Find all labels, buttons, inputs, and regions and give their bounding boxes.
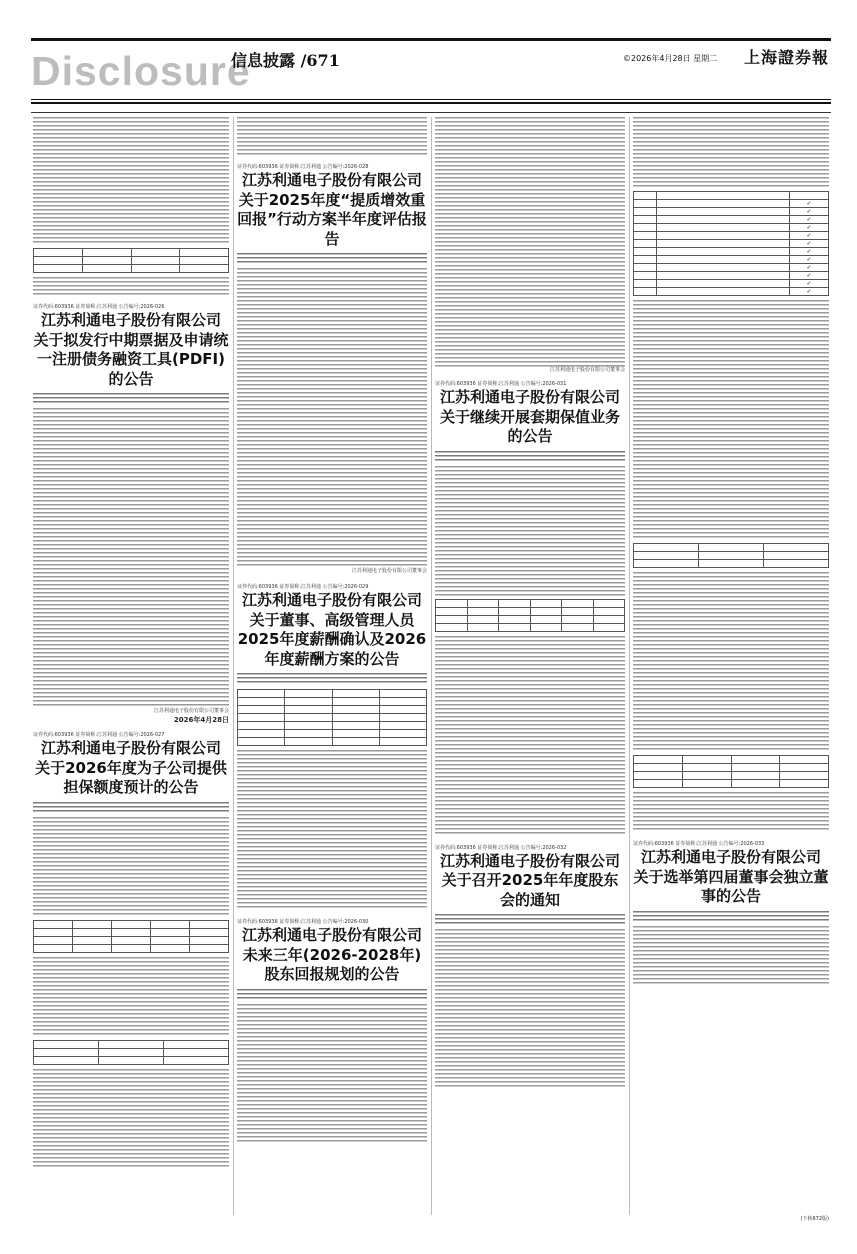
stock-code-line: 证券代码:603936 证券简称:江苏利通 公告编号:2026-026: [33, 304, 165, 310]
announcement: [237, 918, 427, 1144]
masthead-rule: [31, 99, 831, 100]
announcement-title: 关于2026年度为子公司提供担保额度预计的公告: [35, 758, 227, 796]
company-name: 江苏利通电子股份有限公司: [241, 171, 422, 189]
check-mark-icon: ✓: [789, 232, 828, 240]
stock-code-line: 证券代码:603936 证券简称:江苏利通 公告编号:2026-033: [633, 841, 765, 847]
data-table: [33, 920, 229, 953]
body-text: [633, 572, 829, 752]
issue-date: ©2026年4月28日 星期二: [623, 54, 718, 63]
company-name: 江苏利通电子股份有限公司: [439, 388, 620, 406]
announcement-title: 关于董事、高级管理人员2025年度薪酬确认及2026年度薪酬方案的公告: [237, 610, 427, 668]
body-text: [33, 817, 229, 917]
body-text: [633, 926, 829, 986]
announcement-title: 关于选举第四届董事会独立董事的公告: [633, 867, 829, 905]
body-text: [33, 957, 229, 1037]
announcement: [33, 303, 229, 725]
check-mark-icon: ✓: [789, 200, 828, 208]
check-mark-icon: ✓: [789, 216, 828, 224]
notice-statement: [237, 673, 427, 685]
check-mark-icon: ✓: [789, 208, 828, 216]
body-text: [237, 268, 427, 568]
body-text: [237, 1004, 427, 1144]
stock-code-line: 证券代码:603936 证券简称:江苏利通 公告编号:2026-032: [435, 844, 567, 851]
check-mark-icon: ✓: [789, 280, 828, 288]
body-text: [435, 636, 625, 836]
check-mark-icon: ✓: [789, 240, 828, 248]
body-text: [237, 750, 427, 910]
company-name: 江苏利通电子股份有限公司: [241, 926, 422, 944]
column-3: [435, 117, 625, 1089]
section-logo: Disclosure: [31, 48, 251, 94]
notice-statement: [237, 253, 427, 265]
notice-statement: [33, 393, 229, 405]
body-text: [33, 117, 229, 245]
announcement: [33, 731, 229, 1169]
data-table: [33, 1040, 229, 1065]
stock-code-line: 证券代码:603936 证券简称:江苏利通 公告编号:2026-031: [435, 381, 567, 387]
masthead: [31, 38, 831, 104]
check-mark-icon: ✓: [789, 256, 828, 264]
body-text: [633, 300, 829, 540]
announcement-title: 关于2025年度“提质增效重回报”行动方案半年度评估报告: [237, 190, 427, 248]
notice-statement: [237, 989, 427, 1001]
signature: 江苏利通电子股份有限公司董事会: [549, 367, 625, 373]
newspaper-name: 上海證券報: [743, 48, 829, 67]
check-mark-icon: ✓: [789, 224, 828, 232]
check-mark-icon: ✓: [789, 248, 828, 256]
proposal-table: [633, 191, 829, 296]
body-text: [237, 117, 427, 157]
signature: 江苏利通电子股份有限公司董事会: [351, 568, 427, 574]
announcement-title: 关于继续开展套期保值业务的公告: [439, 407, 620, 445]
company-name: 江苏利通电子股份有限公司: [40, 739, 221, 757]
signature: 江苏利通电子股份有限公司董事会: [153, 708, 229, 714]
body-text: [633, 117, 829, 187]
company-name: 江苏利通电子股份有限公司: [640, 848, 821, 866]
data-table: [633, 543, 829, 568]
salary-table: [237, 689, 427, 746]
body-text: [33, 408, 229, 708]
check-mark-icon: ✓: [789, 264, 828, 272]
column-4: [633, 117, 829, 986]
announcement-title: 未来三年(2026-2028年)股东回报规划的公告: [242, 945, 422, 983]
body-text: [33, 1069, 229, 1169]
stock-code-line: 证券代码:603936 证券简称:江苏利通 公告编号:2026-029: [237, 584, 369, 590]
column-1: [33, 117, 229, 1169]
notice-statement: [435, 914, 625, 926]
stock-code-line: 证券代码:603936 证券简称:江苏利通 公告编号:2026-027: [33, 732, 165, 738]
masthead-top-rule: [31, 38, 831, 41]
announcement-title: 关于拟发行中期票据及申请统一注册债务融资工具(PDFI)的公告: [33, 330, 229, 388]
announcement: [633, 840, 829, 986]
column-divider: [629, 117, 630, 1215]
announcement-title: 关于召开2025年年度股东会的通知: [441, 871, 619, 909]
notice-statement: [435, 451, 625, 463]
body-text: [633, 792, 829, 832]
column-2: [237, 117, 427, 1144]
company-name: 江苏利通电子股份有限公司: [241, 591, 422, 609]
announcement: [237, 163, 427, 575]
announcement: [237, 583, 427, 910]
body-text: [33, 277, 229, 297]
page-content: [31, 112, 831, 1224]
body-text: [435, 929, 625, 1089]
data-table: [33, 248, 229, 273]
date: 2026年4月28日: [173, 716, 229, 724]
company-name: 江苏利通电子股份有限公司: [439, 851, 620, 870]
check-mark-icon: ✓: [789, 288, 828, 296]
data-table: [633, 755, 829, 788]
hedging-table: [435, 599, 625, 632]
notice-statement: [33, 802, 229, 814]
masthead-rule: [31, 102, 831, 104]
notice-statement: [633, 911, 829, 923]
column-divider: [233, 117, 234, 1215]
announcement: [435, 844, 625, 1090]
company-name: 江苏利通电子股份有限公司: [40, 311, 221, 329]
body-text: [435, 117, 625, 367]
column-divider: [431, 117, 432, 1215]
section-title: 信息披露 /671: [231, 51, 340, 70]
announcement: [435, 380, 625, 836]
continued-note: (下转672版): [800, 1216, 829, 1222]
stock-code-line: 证券代码:603936 证券简称:江苏利通 公告编号:2026-028: [237, 164, 369, 170]
stock-code-line: 证券代码:603936 证券简称:江苏利通 公告编号:2026-030: [237, 919, 369, 925]
body-text: [435, 466, 625, 596]
check-mark-icon: ✓: [789, 272, 828, 280]
